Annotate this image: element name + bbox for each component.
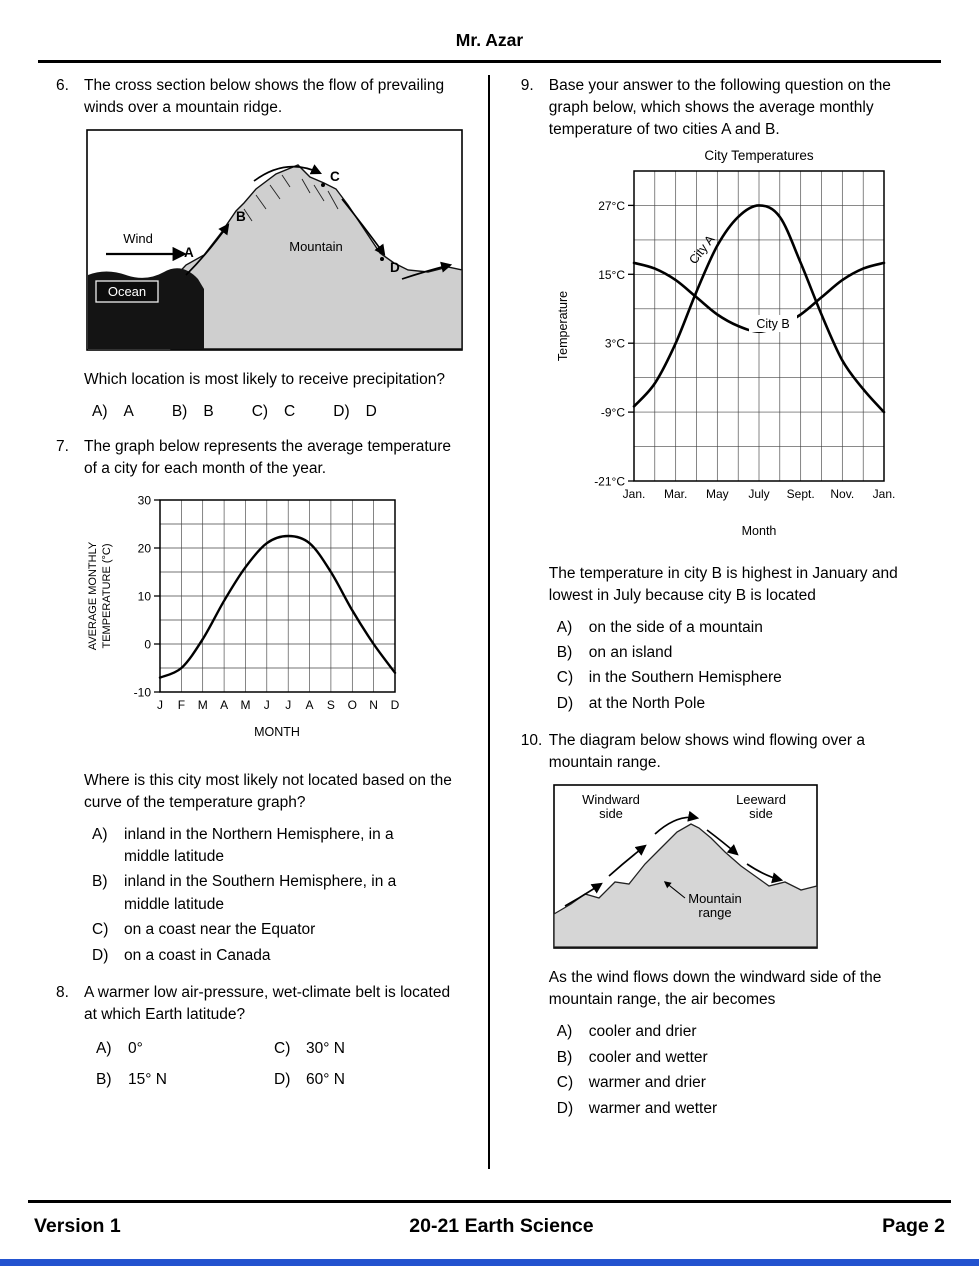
choice-text: 15° N <box>128 1070 167 1088</box>
x-tick-label: Nov. <box>830 486 854 501</box>
right-column <box>490 75 941 1169</box>
question-9-prompt: The temperature in city B is highest in January and lowest in July because city B is located <box>548 564 898 604</box>
mountain-range-label-line1: Mountain <box>688 891 742 907</box>
y-tick-label: 27°C <box>597 198 625 213</box>
choice-d <box>549 693 941 715</box>
choice-text: cooler and drier <box>588 1023 697 1041</box>
footer-version: Version 1 <box>34 1215 121 1237</box>
y-tick-label: -21°C <box>593 474 625 488</box>
choice-letter: D) <box>556 1099 574 1117</box>
choice-text: D <box>365 402 377 420</box>
x-tick-label: J <box>285 697 292 712</box>
choice-a <box>96 1038 274 1060</box>
choice-a <box>549 1021 941 1043</box>
choice-letter: A) <box>96 1040 112 1058</box>
point-b-label: B <box>236 208 246 224</box>
choice-text: on a coast in Canada <box>124 946 271 964</box>
choice-text: inland in the Northern Hemisphere, in a middle latitude <box>124 825 394 865</box>
choice-text: on the side of a mountain <box>588 618 763 636</box>
wind-label: Wind <box>123 230 153 246</box>
q7-temperature-graph <box>80 490 410 752</box>
question-8-choices <box>84 1038 488 1091</box>
question-7-stem: The graph below represents the average temperature of a city for each month of the year. <box>84 437 452 477</box>
choice-text: 0° <box>128 1040 143 1058</box>
page-footer <box>0 1200 979 1238</box>
choice-b <box>84 871 488 916</box>
q9-plot-area <box>594 171 895 501</box>
choice-text: 60° N <box>306 1070 345 1088</box>
y-tick-label: -9°C <box>600 405 625 420</box>
point-d-dot <box>380 257 384 261</box>
choice-letter: B) <box>556 643 573 661</box>
point-a-label: A <box>184 244 194 260</box>
question-9-choices <box>549 617 941 716</box>
y-tick-label: 3°C <box>604 336 625 351</box>
choice-text: A <box>123 402 134 420</box>
choice-letter: B) <box>556 1048 573 1066</box>
question-8-stem: A warmer low air-pressure, wet-climate belt is located at which Earth latitude? <box>84 984 451 1024</box>
choice-letter: C) <box>92 921 109 939</box>
y-tick-label: 30 <box>137 493 151 507</box>
choice-text: in the Southern Hemisphere <box>588 669 782 687</box>
q10-figure <box>553 784 941 954</box>
choice-b <box>96 1069 274 1091</box>
question-6-stem: The cross section below shows the flow of prevailing winds over a mountain ridge. <box>84 76 445 116</box>
footer-page-number: Page 2 <box>882 1215 945 1237</box>
page-header <box>0 0 979 51</box>
choice-text: inland in the Southern Hemisphere, in a middle latitude <box>124 873 397 913</box>
choice-b <box>549 642 941 664</box>
question-6-prompt: Which location is most likely to receive precipitation? <box>84 370 445 388</box>
y-tick-label: -10 <box>133 685 151 699</box>
x-tick-label: Sept. <box>786 486 815 501</box>
q9-x-axis-label: Month <box>741 523 777 538</box>
choice-c <box>252 403 296 421</box>
question-8-number: 8. <box>56 984 69 1002</box>
x-tick-label: N <box>369 697 378 712</box>
x-tick-label: F <box>177 697 186 712</box>
choice-letter: D) <box>556 694 574 712</box>
q6-cross-section-diagram <box>86 129 463 351</box>
choice-letter: D) <box>333 402 350 420</box>
q9-chart-title: City Temperatures <box>704 147 814 163</box>
question-7-prompt: Where is this city most likely not located based on the curve of the temperature graph? <box>84 771 452 811</box>
bottom-edge-bar <box>0 1259 979 1266</box>
choice-a <box>549 617 941 639</box>
question-6-number: 6. <box>56 76 69 94</box>
windward-side-label-line2: side <box>598 806 623 822</box>
question-6-choices <box>84 403 488 421</box>
y-tick-label: 10 <box>137 589 151 603</box>
city-a-series-label: City A <box>686 231 718 267</box>
choice-letter: C) <box>251 402 269 420</box>
choice-b <box>549 1047 941 1069</box>
leeward-side-label-line1: Leeward <box>735 792 786 808</box>
x-tick-label: J <box>263 697 270 712</box>
q9-y-axis-label: Temperature <box>555 290 570 361</box>
two-column-body <box>0 63 979 1169</box>
point-c-label: C <box>330 168 340 184</box>
question-10-number: 10. <box>520 732 543 750</box>
question-7 <box>38 436 488 968</box>
x-tick-label: J <box>157 697 163 712</box>
footer-course: 20-21 Earth Science <box>409 1215 594 1237</box>
choice-letter: D) <box>274 1070 291 1088</box>
q7-plot-area <box>134 493 400 712</box>
q9-city-temperatures-graph <box>549 145 909 545</box>
question-9-stem: Base your answer to the following question on the graph below, which shows the average monthly temperature of two cities A and B. <box>548 76 891 138</box>
choice-letter: A) <box>92 402 108 420</box>
choice-letter: A) <box>556 618 573 636</box>
question-10 <box>503 730 941 1120</box>
question-8 <box>38 982 488 1091</box>
x-tick-label: O <box>347 697 357 712</box>
q7-figure <box>80 490 488 757</box>
choice-text: on a coast near the Equator <box>124 921 316 939</box>
x-tick-label: Mar. <box>663 486 688 501</box>
choice-letter: B) <box>96 1070 112 1088</box>
x-tick-label: D <box>390 697 400 712</box>
point-d-label: D <box>390 259 400 275</box>
question-6 <box>38 75 488 421</box>
x-tick-label: M <box>197 697 208 712</box>
q9-figure <box>549 145 941 550</box>
choice-letter: A) <box>556 1023 573 1041</box>
choice-d <box>549 1098 941 1120</box>
choice-c <box>549 667 941 689</box>
choice-d <box>274 1069 488 1091</box>
mountain-label: Mountain <box>289 238 343 254</box>
x-tick-label: A <box>220 697 229 712</box>
choice-letter: C) <box>274 1040 291 1058</box>
choice-letter: C) <box>556 1074 574 1092</box>
ocean-label: Ocean <box>107 283 147 299</box>
question-10-stem: The diagram below shows wind flowing over a mountain range. <box>548 732 865 772</box>
choice-text: at the North Pole <box>588 694 706 712</box>
choice-a <box>84 824 488 869</box>
q6-figure <box>86 129 488 356</box>
choice-letter: A) <box>92 825 108 843</box>
x-tick-label: A <box>305 697 314 712</box>
choice-letter: B) <box>92 873 108 891</box>
x-tick-label: M <box>240 697 251 712</box>
choice-d <box>84 945 488 967</box>
q7-x-axis-label: MONTH <box>254 724 300 739</box>
x-tick-label: S <box>326 697 335 712</box>
q7-y-axis-label-line2: TEMPERATURE (°C) <box>101 542 113 649</box>
question-9 <box>503 75 941 716</box>
teacher-name: Mr. Azar <box>455 30 524 50</box>
x-tick-label: Jan. <box>622 486 646 501</box>
choice-text: warmer and wetter <box>588 1099 718 1117</box>
choice-c <box>549 1072 941 1094</box>
choice-c <box>274 1038 488 1060</box>
footer-rule <box>28 1200 951 1203</box>
choice-b <box>172 403 214 421</box>
choice-d <box>333 403 377 421</box>
choice-text: on an island <box>588 643 673 661</box>
y-tick-label: 15°C <box>597 267 625 282</box>
y-tick-label: 0 <box>144 637 151 651</box>
left-column <box>38 75 488 1169</box>
x-tick-label: Jan. <box>872 486 896 501</box>
temperature-curve <box>160 536 395 678</box>
leeward-side-label-line2: side <box>748 806 773 822</box>
choice-text: warmer and drier <box>588 1074 706 1092</box>
choice-letter: B) <box>171 402 188 420</box>
question-7-number: 7. <box>56 437 69 455</box>
choice-text: 30° N <box>306 1040 345 1058</box>
q7-y-axis-label-line1: AVERAGE MONTHLY <box>87 541 99 650</box>
question-10-prompt: As the wind flows down the windward side of the mountain range, the air becomes <box>548 969 882 1009</box>
question-10-choices <box>549 1021 941 1120</box>
question-9-number: 9. <box>520 76 534 94</box>
city-b-series-label: City B <box>756 316 790 331</box>
choice-text: C <box>284 402 296 420</box>
choice-c <box>84 919 488 941</box>
choice-letter: D) <box>92 946 109 964</box>
choice-a <box>92 403 134 421</box>
choice-text: B <box>203 402 214 420</box>
x-tick-label: July <box>748 486 770 501</box>
windward-side-label-line1: Windward <box>581 792 640 808</box>
point-c-dot <box>321 183 325 187</box>
y-tick-label: 20 <box>137 541 151 555</box>
x-tick-label: May <box>705 486 729 501</box>
choice-letter: C) <box>556 669 574 687</box>
mountain-range-label-line2: range <box>698 905 732 921</box>
question-7-choices <box>84 824 488 968</box>
q10-mountain-range-diagram <box>553 784 818 949</box>
choice-text: cooler and wetter <box>588 1048 708 1066</box>
